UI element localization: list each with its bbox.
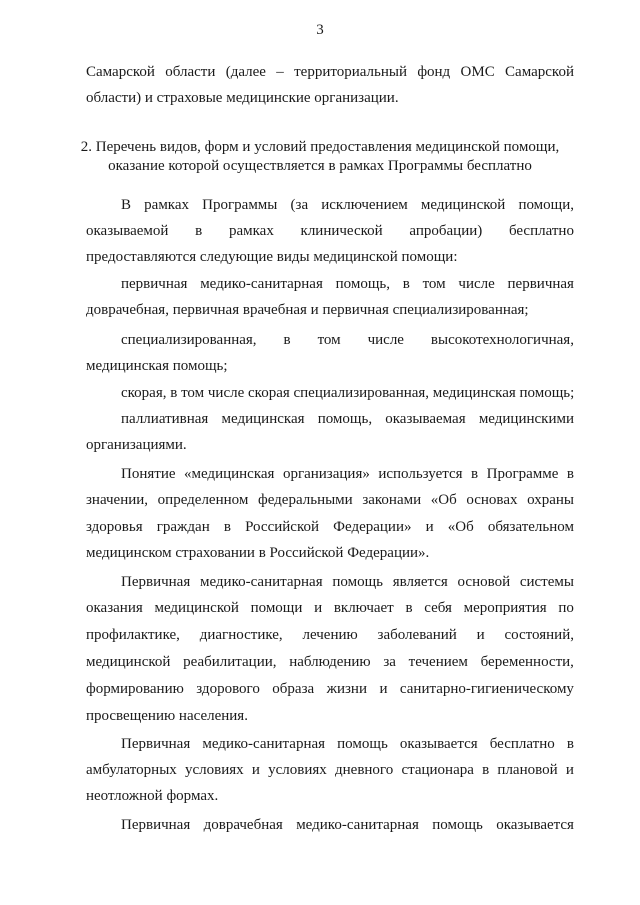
- word: оказывается: [399, 736, 478, 752]
- word: В: [121, 197, 132, 213]
- p2-line-3: [86, 517, 574, 537]
- word: Программе: [486, 466, 559, 482]
- p3-line-5: [86, 679, 574, 699]
- word: беременности,: [480, 654, 574, 670]
- list-item-1-line-2: доврачебная, первичная врачебная и первичная специализированная;: [86, 302, 529, 318]
- word: клинической: [300, 223, 383, 239]
- list-item-2-line-2: медицинская помощь;: [86, 358, 228, 374]
- p4-line-3: неотложной формах.: [86, 788, 219, 804]
- word: паллиативная: [121, 411, 209, 427]
- word: течением: [408, 654, 468, 670]
- word: системы: [519, 574, 574, 590]
- p2-line-1: [121, 464, 574, 484]
- word: области: [165, 64, 216, 80]
- word: Программы: [202, 197, 278, 213]
- word: числе: [458, 276, 495, 292]
- word: лечению: [302, 627, 358, 643]
- word: Самарской: [86, 64, 155, 80]
- word: охраны: [527, 492, 574, 508]
- word: и: [251, 762, 260, 778]
- intro-line-1: [86, 62, 574, 82]
- word: бесплатно: [489, 736, 555, 752]
- word: законами: [362, 492, 422, 508]
- word: в: [402, 276, 410, 292]
- word: основой: [457, 574, 511, 590]
- p3-line-6: просвещению населения.: [86, 708, 248, 724]
- word: в: [223, 519, 231, 535]
- word: в: [566, 736, 574, 752]
- word: том: [317, 332, 341, 348]
- word: доврачебная: [203, 817, 283, 833]
- word: территориальный: [294, 64, 407, 80]
- word: в: [195, 223, 203, 239]
- word: в: [566, 466, 574, 482]
- list-item-4-line-1: [121, 409, 574, 429]
- word: ОМС: [460, 64, 495, 80]
- word: и: [379, 681, 388, 697]
- word: значении,: [86, 492, 149, 508]
- word: условиях: [268, 762, 327, 778]
- word: себя: [424, 600, 452, 616]
- word: и: [565, 762, 574, 778]
- word: первичная: [121, 276, 188, 292]
- word: медико-санитарная: [202, 736, 326, 752]
- word: Российской: [245, 519, 320, 535]
- word: апробации): [409, 223, 483, 239]
- word: высокотехнологичная,: [430, 332, 574, 348]
- word: специализированная,: [121, 332, 257, 348]
- section-heading-line-1: 2. Перечень видов, форм и условий предоставления медицинской помощи,: [80, 139, 560, 155]
- word: условиях: [185, 762, 244, 778]
- word: плановой: [497, 762, 558, 778]
- word: в: [405, 600, 413, 616]
- p2-line-4: медицинском страховании в Российской Федерации».: [86, 545, 430, 561]
- word: дневного: [335, 762, 394, 778]
- word: Первичная: [121, 574, 191, 590]
- word: фонд: [417, 64, 451, 80]
- word: Федерации»: [333, 519, 412, 535]
- p3-line-2: [86, 598, 574, 618]
- list-item-3-line-1: скорая, в том числе скорая специализированная, медицинская помощь;: [121, 385, 575, 401]
- word: граждан: [156, 519, 210, 535]
- word: обязательном: [487, 519, 574, 535]
- word: формированию: [86, 681, 184, 697]
- list-item-1-line-1: [121, 274, 574, 294]
- word: оказываемой: [86, 223, 169, 239]
- p3-line-1: [121, 572, 574, 592]
- word: оказываемая: [385, 411, 466, 427]
- word: профилактике,: [86, 627, 180, 643]
- word: (далее: [225, 64, 266, 80]
- p4-line-2: [86, 760, 574, 780]
- p1-line-3: предоставляются следующие виды медицинской помощи:: [86, 249, 458, 265]
- word: в: [471, 466, 479, 482]
- word: медико-санитарная: [199, 574, 323, 590]
- word: состояний,: [504, 627, 574, 643]
- word: по: [558, 600, 574, 616]
- word: рамках: [228, 223, 274, 239]
- word: основах: [466, 492, 518, 508]
- word: используется: [378, 466, 463, 482]
- word: рамках: [144, 197, 190, 213]
- word: Самарской: [505, 64, 574, 80]
- list-item-4-line-2: организациями.: [86, 437, 187, 453]
- word: оказания: [86, 600, 143, 616]
- word: диагностике,: [199, 627, 283, 643]
- p1-line-1: [121, 195, 574, 215]
- word: –: [276, 64, 284, 80]
- word: помощь,: [335, 276, 390, 292]
- word: помощь: [432, 817, 483, 833]
- intro-line-2: области) и страховые медицинские организации.: [86, 90, 399, 106]
- word: (за: [290, 197, 309, 213]
- word: санитарно-гигиеническому: [399, 681, 574, 697]
- word: помощь,: [317, 411, 373, 427]
- word: исключением: [321, 197, 408, 213]
- word: медицинской: [154, 600, 239, 616]
- word: первичная: [507, 276, 574, 292]
- word: и: [314, 600, 323, 616]
- word: оказывается: [496, 817, 574, 833]
- word: «Об: [447, 519, 474, 535]
- p2-line-2: [86, 490, 574, 510]
- word: здорового: [196, 681, 260, 697]
- word: и: [425, 519, 434, 535]
- word: и: [476, 627, 485, 643]
- word: стационара: [401, 762, 474, 778]
- word: включает: [333, 600, 394, 616]
- word: мероприятия: [463, 600, 547, 616]
- word: числе: [367, 332, 404, 348]
- word: федеральными: [257, 492, 353, 508]
- p3-line-4: [86, 652, 574, 672]
- word: за: [383, 654, 396, 670]
- word: здоровья: [86, 519, 143, 535]
- p4-line-1: [121, 734, 574, 754]
- word: помощи,: [518, 197, 574, 213]
- word: «Об: [430, 492, 457, 508]
- word: медико-санитарная: [296, 817, 419, 833]
- p5-line-1: [121, 815, 574, 835]
- word: помощи: [250, 600, 303, 616]
- word: заболеваний: [377, 627, 457, 643]
- word: Понятие: [121, 466, 176, 482]
- word: наблюдению: [289, 654, 371, 670]
- word: медико-санитарная: [200, 276, 323, 292]
- word: помощь: [337, 736, 388, 752]
- word: в: [482, 762, 490, 778]
- section-heading-line-2: оказание которой осуществляется в рамках Программы бесплатно: [108, 158, 532, 174]
- word: том: [422, 276, 446, 292]
- word: амбулаторных: [86, 762, 177, 778]
- p3-line-3: [86, 625, 574, 645]
- p1-line-2: [86, 221, 574, 241]
- word: помощь: [332, 574, 383, 590]
- page-number: 3: [316, 22, 324, 38]
- word: медицинскими: [478, 411, 574, 427]
- word: является: [392, 574, 448, 590]
- word: медицинская: [221, 411, 305, 427]
- list-item-2-line-1: [121, 330, 574, 350]
- word: образа: [272, 681, 315, 697]
- word: организация»: [282, 466, 370, 482]
- word: определенном: [157, 492, 249, 508]
- word: Первичная: [121, 817, 191, 833]
- word: в: [283, 332, 291, 348]
- word: бесплатно: [508, 223, 574, 239]
- word: Первичная: [121, 736, 191, 752]
- word: жизни: [326, 681, 367, 697]
- word: медицинской: [420, 197, 506, 213]
- word: реабилитации,: [183, 654, 277, 670]
- word: медицинской: [86, 654, 171, 670]
- word: «медицинская: [183, 466, 275, 482]
